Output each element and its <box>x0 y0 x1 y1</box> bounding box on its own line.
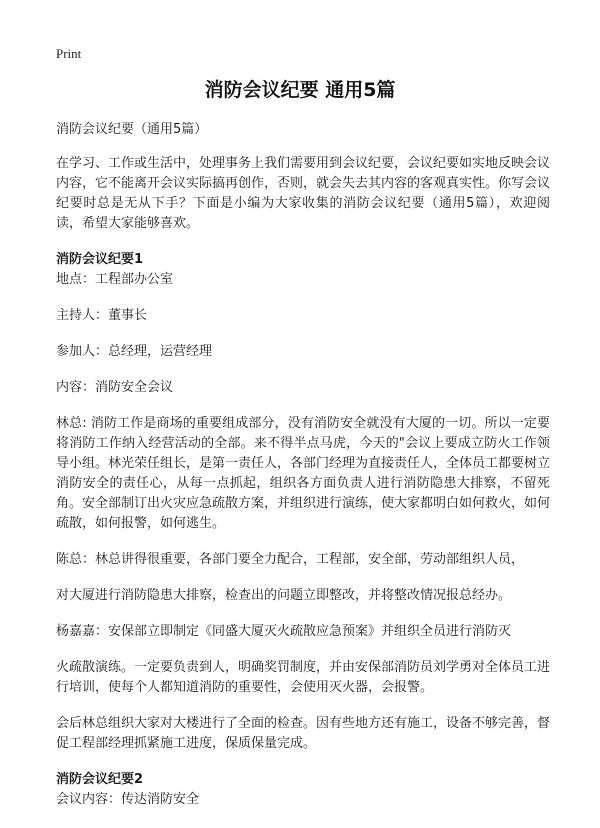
section2-content: 会议内容：传达消防安全 <box>56 792 200 807</box>
print-link[interactable]: Print <box>56 46 82 61</box>
intro-paragraph: 在学习、工作或生活中，处理事务上我们需要用到会议纪要，会议纪要如实地反映会议内容，它不能离开会议实际搞再创作，否则，就会失去其内容的客观真实性。你写会议纪要时总是无从下手？下面是小编为大家收集的消防会议纪要（通用5篇），欢迎阅读，希望大家能够喜欢。 <box>56 156 551 231</box>
document-subtitle: 消防会议纪要（通用5篇） <box>56 122 208 137</box>
chen-speech-part-1: 陈总：林总讲得很重要，各部门要全力配合，工程部，安全部，劳动部组织人员， <box>56 552 525 567</box>
closing-paragraph: 会后林总组织大家对大楼进行了全面的检查。因有些地方还有施工，设备不够完善，督促工程部经理抓紧施工进度，保质保量完成。 <box>56 716 551 751</box>
meeting-location: 地点：工程部办公室 <box>56 272 174 287</box>
yang-speech-part-2: 火疏散演练。一定要负责到人，明确奖罚制度，并由安保部消防员刘学勇对全体员工进行培训，使每个人都知道消防的重要性，会使用灭火器，会报警。 <box>56 660 551 695</box>
meeting-host: 主持人：董事长 <box>56 308 148 323</box>
section-heading-1: 消防会议纪要1 <box>56 252 144 267</box>
chen-speech-part-2: 对大厦进行消防隐患大排察，检查出的问题立即整改，并将整改情况报总经办。 <box>56 588 512 603</box>
document-body <box>56 120 550 810</box>
meeting-topic: 内容：消防安全会议 <box>56 380 174 395</box>
meeting-attendees: 参加人：总经理，运营经理 <box>56 344 213 359</box>
document-title: 消防会议纪要 通用5篇 <box>204 79 396 101</box>
section-heading-2: 消防会议纪要2 <box>56 772 144 787</box>
yang-speech-part-1: 杨嘉嘉：安保部立即制定《同盛大厦灭火疏散应急预案》并组织全员进行消防灭 <box>56 624 512 639</box>
lin-speech: 林总: 消防工作是商场的重要组成部分，没有消防安全就没有大厦的一切。所以一定要将消防工作纳入经营活动的全部。来不得半点马虎，今天的"会议上要成立防火工作领导小组。林光荣任组长，是第一责任人，各部门经理为直接责任人，全体员工都要树立消防安全的责任心，从每一点抓起，组织各方面负责人进行消防隐患大排察，不留死角。安全部制订出火灾应急疏散方案，并组织进行演练，使大家都明白如何救火，如何疏散，如何报警，如何逃生。 <box>56 416 551 531</box>
